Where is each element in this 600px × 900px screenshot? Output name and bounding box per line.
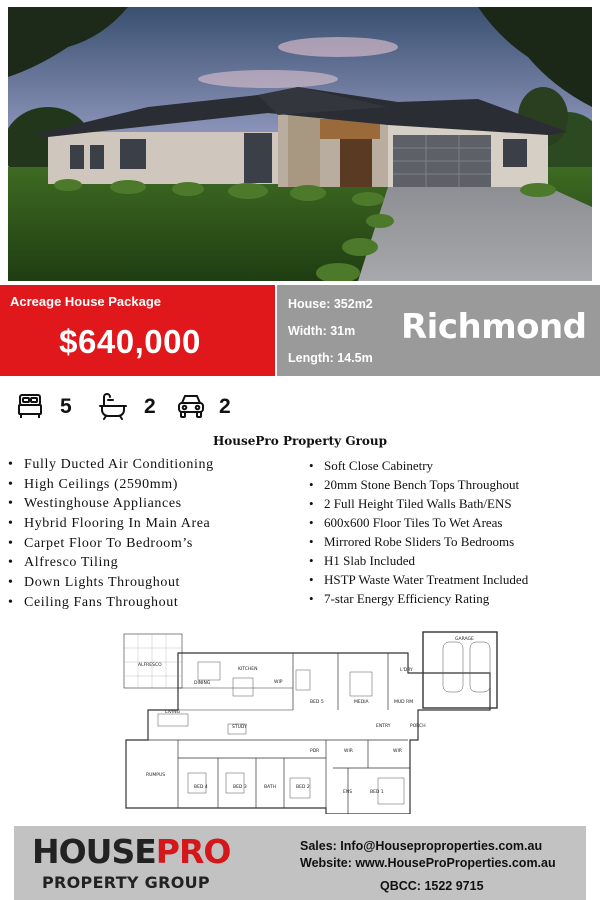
plan-label-rumpus: RUMPUS [146,773,166,778]
bathtub-icon [98,392,128,420]
car-icon [176,392,206,420]
list-item: • Hybrid Flooring In Main Area [8,514,298,534]
plan-label-bed3: BED 3 [233,785,247,790]
list-item: • HSTP Waste Water Treatment Included [309,570,599,589]
list-item: • Down Lights Throughout [8,573,298,593]
inclusions-right [309,456,599,608]
list-item: • 7-star Energy Efficiency Rating [309,589,599,608]
list-item: • Alfresco Tiling [8,553,298,573]
housepro-logo [32,832,230,871]
house-size: House: 352m2 [288,297,373,311]
plan-label-wir-2: WIR [393,749,402,754]
list-item: • Fully Ducted Air Conditioning [8,455,298,475]
plan-label-living: LIVING [165,710,181,715]
package-label: Acreage House Package [10,294,162,309]
price: $640,000 [59,323,201,360]
list-item: • Mirrored Robe Sliders To Bedrooms [309,532,599,551]
floor-plan [118,628,500,814]
plan-label-entry: ENTRY [376,724,391,729]
list-item: • H1 Slab Included [309,551,599,570]
qbcc-number: QBCC: 1522 9715 [380,879,484,893]
sales-email[interactable]: Sales: Info@Houseproproperties.com.au [300,839,543,853]
company-heading: HousePro Property Group [212,434,388,448]
plan-label-mudrm: MUD RM [394,700,414,705]
plan-label-bed2: BED 2 [296,785,310,790]
list-item: • Soft Close Cabinetry [309,456,599,475]
list-item: • Carpet Floor To Bedroom’s [8,534,298,554]
design-name: Richmond [401,307,587,347]
plan-label-ldry: L'DRY [400,668,413,673]
house-photo [8,7,592,281]
price-panel [0,285,275,376]
list-item: • 2 Full Height Tiled Walls Bath/ENS [309,494,599,513]
list-item: • Westinghouse Appliances [8,494,298,514]
plan-label-bath: BATH [264,785,276,790]
plan-label-wir-1: WIR [344,749,353,754]
logo-house-text: HOUSE [32,832,156,871]
plan-label-wip: WIP [274,680,283,685]
house-width: Width: 31m [288,324,356,338]
bed-icon [16,392,44,420]
plan-label-ens: ENS [343,790,353,795]
logo-subtitle: PROPERTY GROUP [42,873,210,892]
plan-label-dining: DINING [194,681,211,686]
logo-pro-text: PRO [155,832,231,871]
plan-label-alfresco: ALFRESCO [138,663,162,668]
inclusions-left [8,455,298,613]
list-item: • 20mm Stone Bench Tops Throughout [309,475,599,494]
plan-label-media: MEDIA [354,700,369,705]
plan-label-kitchen: KITCHEN [238,667,258,672]
website-link[interactable]: Website: www.HouseProProperties.com.au [300,856,556,870]
plan-label-porch: PORCH [410,724,426,729]
plan-label-pdr: PDR [310,749,320,754]
list-item: • High Ceilings (2590mm) [8,475,298,495]
bathrooms-count: 2 [144,395,156,418]
bedrooms-count: 5 [60,395,72,418]
house-length: Length: 14.5m [288,351,373,365]
garage-count: 2 [219,395,231,418]
list-item: • 600x600 Floor Tiles To Wet Areas [309,513,599,532]
spec-panel [277,285,600,376]
footer [14,826,586,900]
list-item: • Ceiling Fans Throughout [8,593,298,613]
plan-label-bed5: BED 5 [310,700,324,705]
plan-label-bed4: BED 4 [194,785,208,790]
plan-label-garage: GARAGE [455,637,474,642]
plan-label-bed1: BED 1 [370,790,384,795]
plan-label-study: STUDY [232,725,247,730]
